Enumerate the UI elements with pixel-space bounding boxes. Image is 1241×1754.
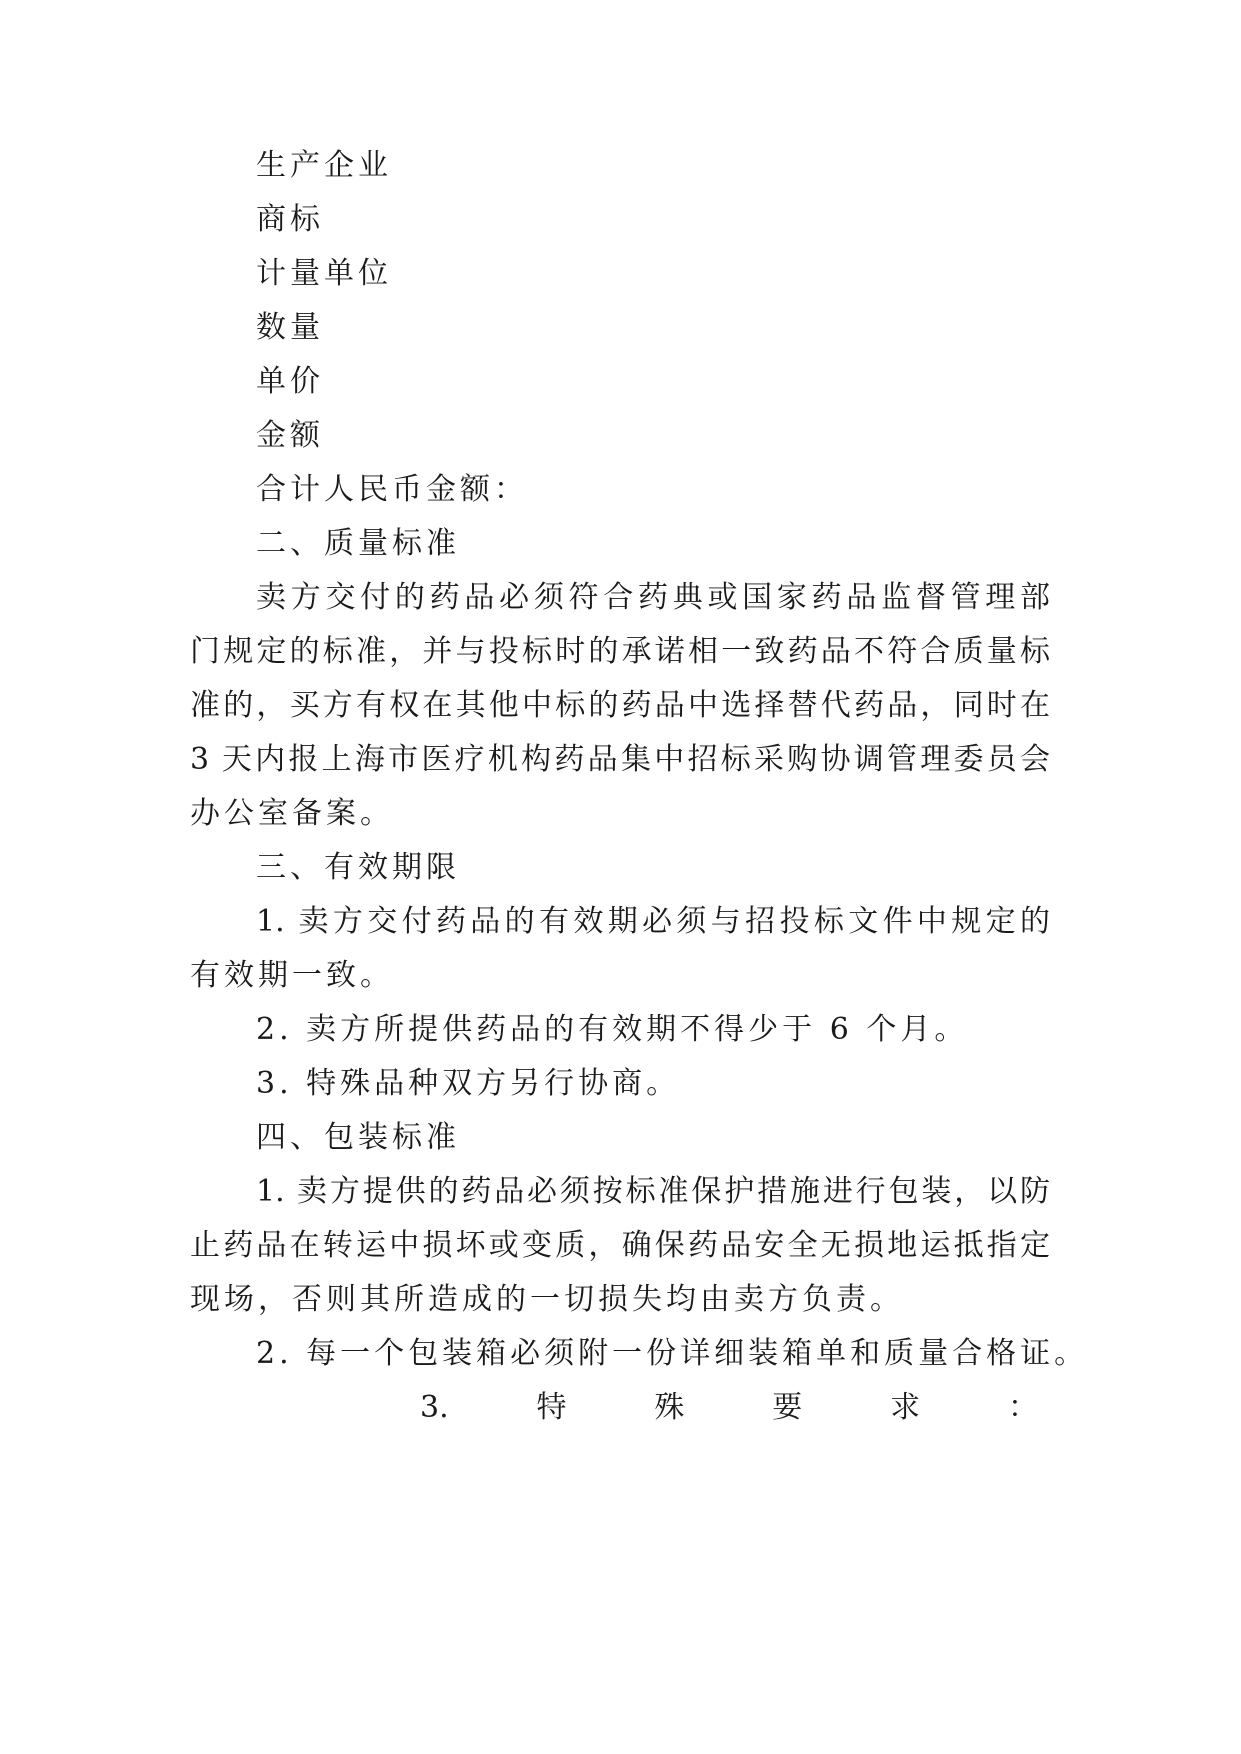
paragraph-line: 3 天内报上海市医疗机构药品集中招标采购协调管理委员会 [190, 742, 1050, 777]
paragraph-line: 1. 卖方交付药品的有效期必须与招投标文件中规定的 [256, 904, 1050, 939]
section-heading-packaging: 四、包装标准 [256, 1120, 460, 1155]
paragraph-line: 准的，买方有权在其他中标的药品中选择替代药品，同时在 [190, 688, 1050, 723]
spread-char: 要 [772, 1390, 803, 1425]
special-requirements-line [420, 1388, 1038, 1428]
section-heading-quality: 二、质量标准 [256, 526, 460, 561]
paragraph-line: 卖方交付的药品必须符合药典或国家药品监督管理部 [256, 580, 1050, 615]
paragraph-line: 办公室备案。 [190, 796, 394, 831]
list-item-total-rmb: 合计人民币金额： [256, 472, 528, 507]
paragraph-line: 1. 卖方提供的药品必须按标准保护措施进行包装，以防 [256, 1174, 1050, 1209]
paragraph-line: 2. 卖方所提供药品的有效期不得少于 6 个月。 [256, 1012, 969, 1047]
list-item-unit: 计量单位 [256, 256, 392, 291]
paragraph-line: 2. 每一个包装箱必须附一份详细装箱单和质量合格证。 [256, 1336, 1089, 1371]
list-item-amount: 金额 [256, 418, 324, 453]
list-item-manufacturer: 生产企业 [256, 148, 392, 183]
list-item-quantity: 数量 [256, 310, 324, 345]
paragraph-line: 3. 特殊品种双方另行协商。 [256, 1066, 681, 1101]
paragraph-line: 现场，否则其所造成的一切损失均由卖方负责。 [190, 1282, 904, 1317]
section-heading-validity: 三、有效期限 [256, 850, 460, 885]
spread-char: 特 [536, 1390, 567, 1425]
list-item-unit-price: 单价 [256, 364, 324, 399]
list-item-trademark: 商标 [256, 202, 324, 237]
spread-char: ： [1008, 1390, 1038, 1425]
spread-char: 求 [890, 1390, 921, 1425]
paragraph-line: 有效期一致。 [190, 958, 394, 993]
paragraph-line: 门规定的标准，并与投标时的承诺相一致药品不符合质量标 [190, 634, 1050, 669]
paragraph-line: 止药品在转运中损坏或变质，确保药品安全无损地运抵指定 [190, 1228, 1050, 1263]
spread-char: 殊 [654, 1390, 685, 1425]
spread-char: 3. [420, 1390, 449, 1425]
